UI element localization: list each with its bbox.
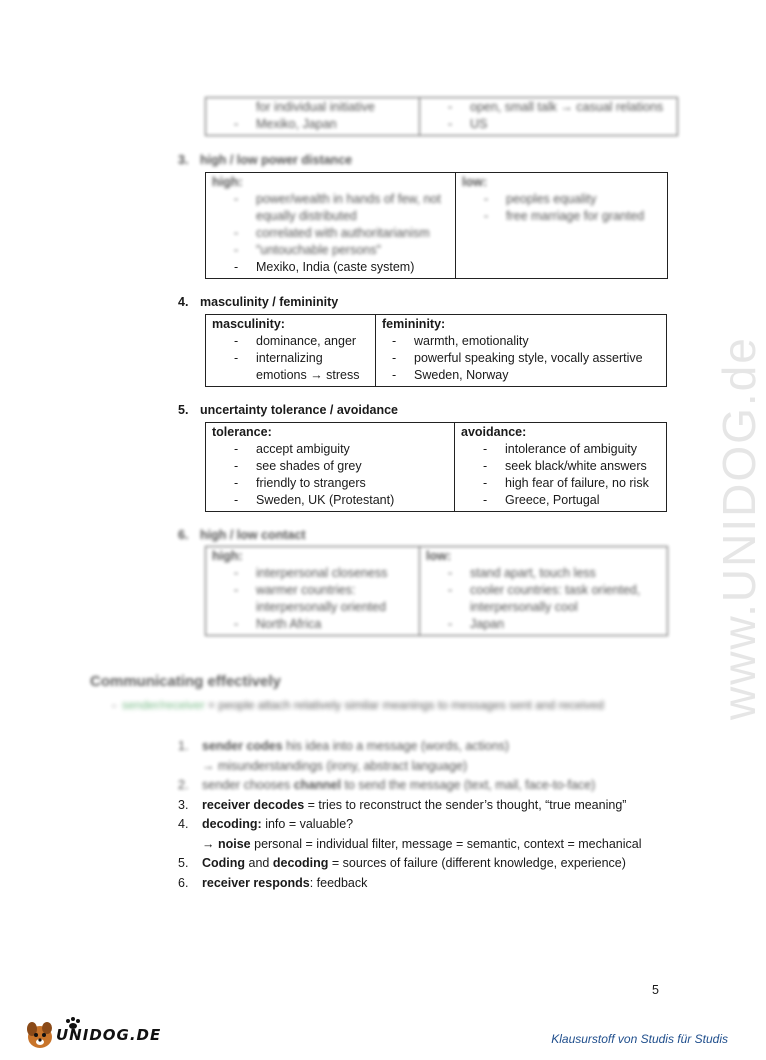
list-item: - open, small talk → casual relations: [426, 99, 671, 116]
table-cell-right: [456, 173, 668, 279]
section-title-masculinity: 4. masculinity / femininity: [178, 295, 339, 309]
list-item: - see shades of grey: [212, 458, 448, 475]
list-item: - high fear of failure, no risk: [461, 475, 660, 492]
uncertainty-table: [205, 422, 667, 512]
definition-line: - sender/receiver = people attach relatively similar meanings to messages sent and received: [112, 698, 604, 712]
list-item: - warmer countries: interpersonally oriented: [212, 582, 413, 616]
table-cell-left: [206, 547, 420, 636]
table-cell-right: [455, 423, 667, 512]
list-item: 3. receiver decodes = tries to reconstruct the sender’s thought, “true meaning”: [178, 797, 627, 812]
list-item: - Sweden, Norway: [370, 367, 660, 384]
section-title-contact: 6. high / low contact: [178, 528, 306, 542]
list-item: 5. Coding and decoding = sources of failure (different knowledge, experience): [178, 856, 626, 870]
list-item: - internalizing emotions → stress: [212, 350, 369, 384]
list-item: - US: [426, 116, 671, 133]
list-item: - correlated with authoritarianism: [212, 225, 449, 242]
page-number: 5: [652, 983, 659, 997]
masculinity-femininity-table: [205, 314, 667, 387]
list-item: - dominance, anger: [212, 333, 369, 350]
list-item: - North Africa: [212, 616, 413, 633]
watermark: www.UNIDOG.de: [713, 336, 765, 720]
list-item: - free marriage for granted: [462, 208, 661, 225]
power-distance-table: [205, 172, 668, 279]
list-item: - "untouchable persons": [212, 242, 449, 259]
table-cell-right: [420, 547, 668, 636]
list-item: 1. sender codes his idea into a message (words, actions) → misunderstandings (irony, abstract language): [178, 739, 510, 773]
collectivism-table-continuation: [205, 97, 678, 136]
list-item: - Japan: [426, 616, 661, 633]
table-cell-left: [206, 423, 455, 512]
list-item: - power/wealth in hands of few, not equally distributed: [212, 191, 449, 225]
list-item: - cooler countries: task oriented, interpersonally cool: [426, 582, 661, 616]
communication-steps-list: [178, 737, 678, 893]
footer-tagline: Klausurstoff von Studis für Studis: [551, 1032, 728, 1046]
column-header: masculinity:: [212, 317, 285, 331]
list-item: - seek black/white answers: [461, 458, 660, 475]
column-header: high:: [212, 175, 243, 189]
list-item: - accept ambiguity: [212, 441, 448, 458]
section-title-uncertainty: 5. uncertainty tolerance / avoidance: [178, 403, 398, 417]
list-item: - Sweden, UK (Protestant): [212, 492, 448, 509]
table-cell-right: [376, 315, 667, 387]
section-heading-communicating: Communicating effectively: [90, 673, 281, 690]
list-item: - Mexiko, Japan: [212, 116, 413, 133]
table-cell-right: [420, 98, 678, 136]
list-item: - Mexiko, India (caste system): [212, 259, 449, 276]
list-item: - intolerance of ambiguity: [461, 441, 660, 458]
column-header: femininity:: [382, 317, 446, 331]
definition-text: = people attach relatively similar meanings to messages sent and received: [204, 698, 604, 712]
table-cell-left: [206, 98, 420, 136]
list-item: - peoples equality: [462, 191, 661, 208]
list-item: - interpersonal closeness: [212, 565, 413, 582]
list-item: - friendly to strangers: [212, 475, 448, 492]
list-item: - Greece, Portugal: [461, 492, 660, 509]
column-header: avoidance:: [461, 425, 527, 439]
table-cell-left: [206, 173, 456, 279]
column-header: low:: [426, 549, 451, 563]
list-item: - stand apart, touch less: [426, 565, 661, 582]
table-cell-left: [206, 315, 376, 387]
contact-table: [205, 546, 668, 636]
column-header: tolerance:: [212, 425, 272, 439]
column-header: high:: [212, 549, 243, 563]
list-item: 6. receiver responds: feedback: [178, 875, 368, 890]
section-title-power-distance: 3. high / low power distance: [178, 153, 353, 167]
list-item: - warmth, emotionality: [370, 333, 660, 350]
list-item: 4. decoding: info = valuable? → noise personal = individual filter, message = semantic, context = mechanical: [178, 817, 642, 851]
column-header: low:: [462, 175, 487, 189]
definition-term: sender/receiver: [122, 698, 205, 712]
logo-text: UNIDOG.DE: [56, 1026, 162, 1044]
list-item: - powerful speaking style, vocally assertive: [370, 350, 660, 367]
list-item: for individual initiative: [256, 100, 375, 114]
list-item: 2. sender chooses channel to send the message (text, mail, face-to-face): [178, 778, 596, 792]
